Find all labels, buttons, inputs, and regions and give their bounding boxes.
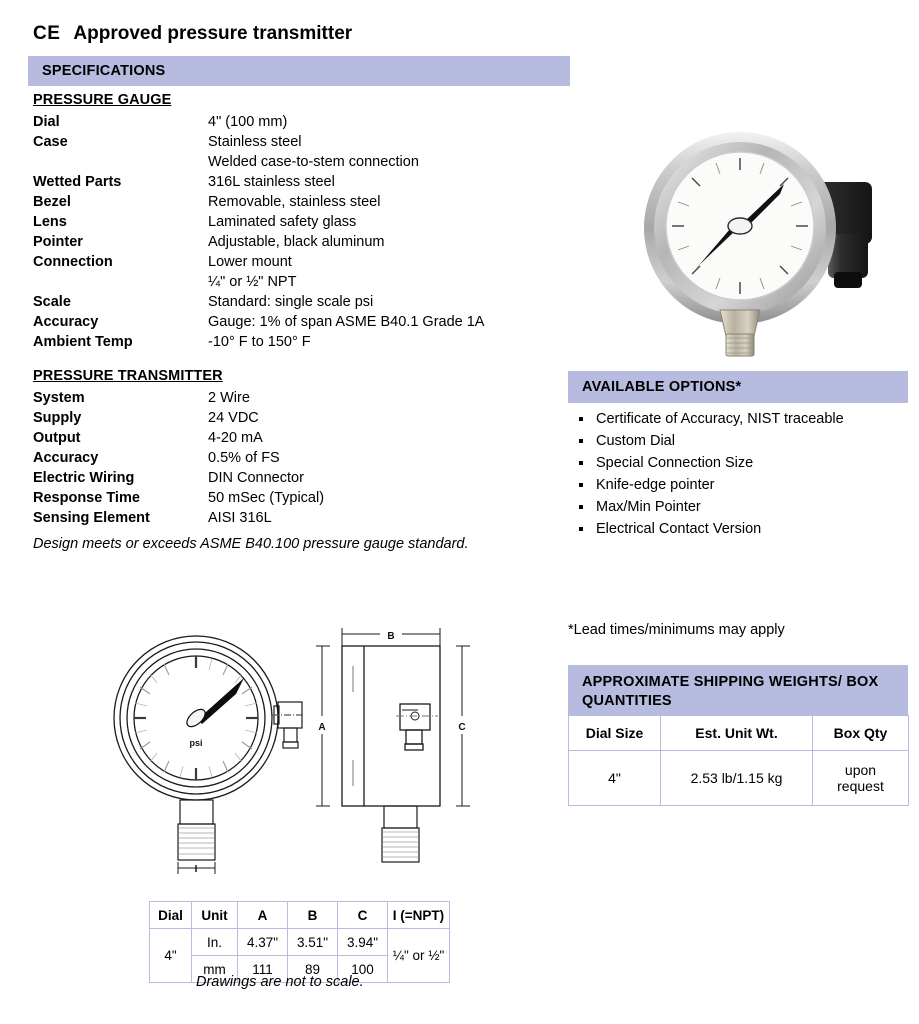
spec-value: 0.5% of FS bbox=[208, 450, 280, 466]
spec-value: Removable, stainless steel bbox=[208, 194, 381, 210]
list-item-label: Knife-edge pointer bbox=[596, 477, 715, 493]
cell-a: 4.37" bbox=[238, 929, 288, 956]
table-header-row bbox=[150, 902, 450, 929]
cell-box-qty-line2: request bbox=[837, 778, 884, 794]
shipping-weights-band-label: APPROXIMATE SHIPPING WEIGHTS/ BOX QUANTITIES bbox=[582, 674, 879, 709]
column-header-unit: Unit bbox=[192, 902, 238, 929]
cell-npt: ¼" or ½" bbox=[388, 929, 450, 983]
front-view-drawing bbox=[104, 618, 304, 890]
pressure-transmitter-rows bbox=[33, 388, 563, 528]
spec-label: Accuracy bbox=[33, 314, 99, 330]
spec-row bbox=[33, 388, 563, 408]
spec-value: 4" (100 mm) bbox=[208, 114, 288, 130]
spec-row bbox=[33, 132, 563, 152]
spec-label bbox=[33, 152, 208, 172]
cell-unit: mm bbox=[192, 956, 238, 983]
spec-row bbox=[33, 232, 563, 252]
dimension-label-b: B bbox=[387, 631, 395, 642]
column-header-dial-size: Dial Size bbox=[569, 716, 661, 751]
cell-unit: In. bbox=[192, 929, 238, 956]
square-bullet-icon bbox=[579, 439, 583, 443]
spec-value: Stainless steel bbox=[208, 134, 302, 150]
spec-value: Welded case-to-stem connection bbox=[208, 154, 419, 170]
spec-label: Pointer bbox=[33, 234, 83, 250]
spec-value: 316L stainless steel bbox=[208, 174, 335, 190]
table-header-row bbox=[569, 716, 909, 751]
square-bullet-icon bbox=[579, 417, 583, 421]
spec-row bbox=[33, 332, 563, 352]
available-options-band bbox=[568, 371, 908, 403]
square-bullet-icon bbox=[579, 527, 583, 531]
list-item bbox=[578, 518, 908, 540]
cell-b: 3.51" bbox=[288, 929, 338, 956]
table-row bbox=[150, 929, 450, 956]
square-bullet-icon bbox=[579, 461, 583, 465]
drawings-scale-note: Drawings are not to scale. bbox=[196, 974, 364, 990]
square-bullet-icon bbox=[579, 483, 583, 487]
shipping-weights-table bbox=[568, 715, 909, 806]
column-header-unit-weight: Est. Unit Wt. bbox=[661, 716, 813, 751]
pressure-gauge-spec-block bbox=[33, 92, 563, 352]
cell-c: 3.94" bbox=[338, 929, 388, 956]
available-options-list bbox=[578, 408, 908, 540]
page-title: Approved pressure transmitter bbox=[73, 23, 353, 44]
specifications-band-label: SPECIFICATIONS bbox=[42, 62, 166, 79]
spec-row bbox=[33, 408, 563, 428]
column-header-b: B bbox=[288, 902, 338, 929]
list-item-label: Max/Min Pointer bbox=[596, 499, 701, 515]
spec-label: System bbox=[33, 390, 85, 406]
table-row bbox=[569, 751, 909, 806]
dimension-label-i: I bbox=[194, 864, 198, 875]
spec-value: 24 VDC bbox=[208, 410, 259, 426]
list-item-label: Special Connection Size bbox=[596, 455, 754, 471]
ce-mark-icon: CE bbox=[33, 23, 61, 44]
process-connection-photo bbox=[720, 310, 760, 356]
spec-label: Scale bbox=[33, 294, 71, 310]
spec-value: DIN Connector bbox=[208, 470, 304, 486]
dimension-label-a: A bbox=[318, 722, 326, 733]
spec-label: Electric Wiring bbox=[33, 470, 135, 486]
pressure-transmitter-heading: PRESSURE TRANSMITTER bbox=[33, 368, 223, 384]
cell-b: 89 bbox=[288, 956, 338, 983]
column-header-a: A bbox=[238, 902, 288, 929]
dial-psi-label: psi bbox=[189, 738, 203, 748]
spec-row bbox=[33, 272, 563, 292]
cell-box-qty bbox=[813, 751, 909, 806]
cell-dial: 4" bbox=[150, 929, 192, 983]
list-item-label: Custom Dial bbox=[596, 433, 675, 449]
cell-unit-weight: 2.53 lb/1.15 kg bbox=[661, 751, 813, 806]
list-item bbox=[578, 452, 908, 474]
spec-label: Dial bbox=[33, 114, 60, 130]
spec-row bbox=[33, 172, 563, 192]
column-header-c: C bbox=[338, 902, 388, 929]
spec-row bbox=[33, 252, 563, 272]
spec-value: 50 mSec (Typical) bbox=[208, 490, 325, 506]
list-item bbox=[578, 474, 908, 496]
specifications-band bbox=[28, 56, 570, 86]
spec-row bbox=[33, 312, 563, 332]
pressure-gauge-rows bbox=[33, 112, 563, 352]
square-bullet-icon bbox=[579, 505, 583, 509]
spec-label: Output bbox=[33, 430, 81, 446]
spec-row bbox=[33, 448, 563, 468]
spec-row bbox=[33, 152, 563, 172]
spec-value: Adjustable, black aluminum bbox=[208, 234, 385, 250]
spec-label: Supply bbox=[33, 410, 82, 426]
spec-row bbox=[33, 468, 563, 488]
list-item bbox=[578, 430, 908, 452]
column-header-dial: Dial bbox=[150, 902, 192, 929]
spec-value: ¼" or ½" NPT bbox=[208, 274, 297, 290]
list-item bbox=[578, 496, 908, 518]
dimension-table bbox=[149, 901, 450, 983]
spec-row bbox=[33, 192, 563, 212]
cell-c: 100 bbox=[338, 956, 388, 983]
spec-label: Ambient Temp bbox=[33, 334, 133, 350]
spec-label: Sensing Element bbox=[33, 510, 150, 526]
cell-box-qty-line1: upon bbox=[844, 762, 877, 778]
list-item bbox=[578, 408, 908, 430]
cell-dial-size: 4" bbox=[569, 751, 661, 806]
pressure-transmitter-spec-block bbox=[33, 368, 563, 528]
spec-label: Accuracy bbox=[33, 450, 99, 466]
pressure-gauge-heading: PRESSURE GAUGE bbox=[33, 92, 172, 108]
spec-label: Bezel bbox=[33, 194, 71, 210]
spec-label: Case bbox=[33, 134, 68, 150]
lead-time-note: *Lead times/minimums may apply bbox=[568, 622, 785, 638]
spec-row bbox=[33, 112, 563, 132]
spec-value: Lower mount bbox=[208, 254, 292, 270]
cell-a: 111 bbox=[238, 956, 288, 983]
available-options-band-label: AVAILABLE OPTIONS* bbox=[582, 378, 742, 395]
spec-label: Connection bbox=[33, 254, 113, 270]
spec-value: Gauge: 1% of span ASME B40.1 Grade 1A bbox=[208, 314, 485, 330]
column-header-npt: I (=NPT) bbox=[388, 902, 450, 929]
spec-value: -10° F to 150° F bbox=[208, 334, 311, 350]
spec-row bbox=[33, 428, 563, 448]
spec-row bbox=[33, 488, 563, 508]
list-item-label: Certificate of Accuracy, NIST traceable bbox=[596, 411, 844, 427]
spec-value: Laminated safety glass bbox=[208, 214, 357, 230]
spec-value: Standard: single scale psi bbox=[208, 294, 374, 310]
spec-value: AISI 316L bbox=[208, 510, 272, 526]
spec-label: Lens bbox=[33, 214, 67, 230]
spec-row bbox=[33, 508, 563, 528]
spec-label: Wetted Parts bbox=[33, 174, 122, 190]
page-header bbox=[33, 23, 352, 45]
product-photo bbox=[632, 122, 888, 358]
shipping-weights-band bbox=[568, 665, 908, 715]
list-item-label: Electrical Contact Version bbox=[596, 521, 762, 537]
design-standard-note: Design meets or exceeds ASME B40.100 pressure gauge standard. bbox=[33, 536, 469, 552]
spec-label bbox=[33, 272, 208, 292]
column-header-box-qty: Box Qty bbox=[813, 716, 909, 751]
side-view-drawing bbox=[300, 618, 486, 890]
spec-value: 4-20 mA bbox=[208, 430, 263, 446]
spec-row bbox=[33, 212, 563, 232]
spec-row bbox=[33, 292, 563, 312]
spec-value: 2 Wire bbox=[208, 390, 250, 406]
dimension-label-c: C bbox=[458, 722, 466, 733]
spec-label: Response Time bbox=[33, 490, 140, 506]
